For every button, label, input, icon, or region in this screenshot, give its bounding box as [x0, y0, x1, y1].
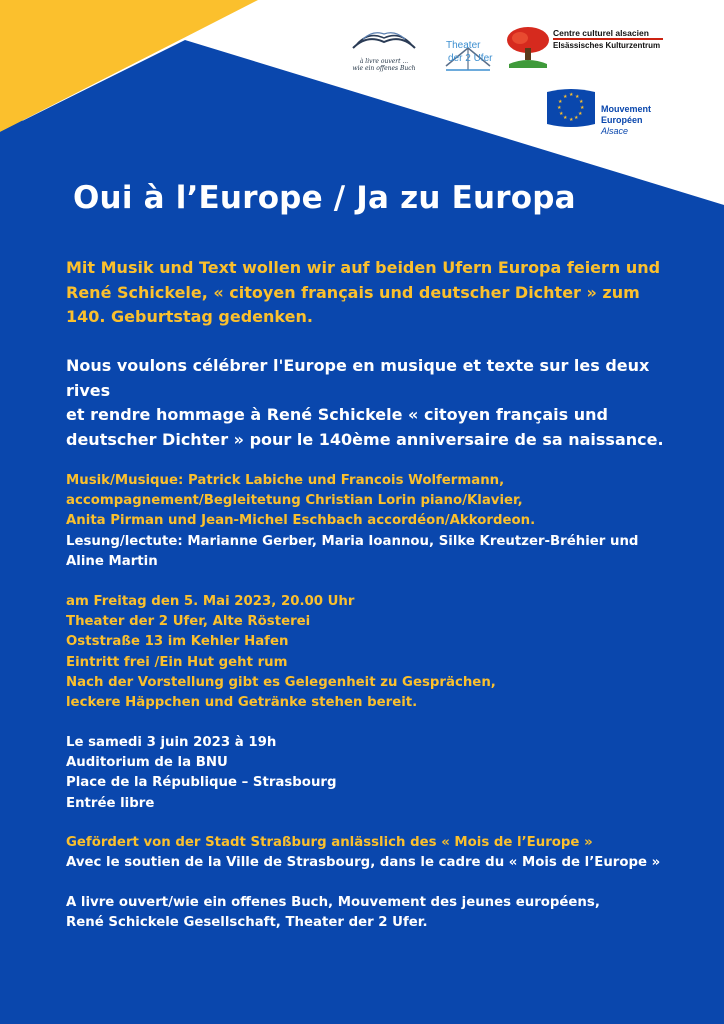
intro-fr-line: deutscher Dichter » pour le 140ème anniversaire de sa naissance. [66, 429, 664, 449]
support-german: Gefördert von der Stadt Straßburg anlässlich des « Mois de l’Europe » [66, 835, 593, 850]
logo-livre-ouvert [342, 28, 426, 76]
intro-fr-line: rives [66, 380, 111, 400]
svg-text:★: ★ [559, 111, 564, 117]
centre-culturel-line1: Centre culturel alsacien [553, 28, 649, 38]
event-kehl-line: Eintritt frei /Ein Hut geht rum [66, 654, 288, 670]
intro-de-line: René Schickele, « citoyen français und deutscher Dichter » zum [66, 282, 640, 302]
event-strasbourg [66, 733, 337, 814]
event-strasbourg-line: Le samedi 3 juin 2023 à 19h [66, 735, 277, 750]
svg-text:★: ★ [558, 99, 563, 105]
credits-reading-line: Lesung/lectute: Marianne Gerber, Maria Ioannou, Silke Kreutzer-Bréhier und [66, 533, 639, 549]
mouvement-line3: Alsace [601, 126, 629, 136]
intro-de-line: Mit Musik und Text wollen wir auf beiden Ufern Europa feiern und [66, 258, 661, 277]
partners [66, 893, 600, 933]
svg-text:★: ★ [563, 115, 568, 121]
mouvement-line1: Mouvement [601, 104, 652, 114]
svg-text:★: ★ [579, 99, 584, 105]
credits-reading-line: Aline Martin [66, 553, 158, 569]
mouvement-line2: Européen [601, 115, 643, 125]
svg-text:★: ★ [575, 94, 580, 100]
svg-text:★: ★ [569, 92, 574, 98]
event-kehl-line: leckere Häppchen und Getränke stehen bereit. [66, 695, 418, 711]
event-kehl-line: Theater der 2 Ufer, Alte Rösterei [66, 614, 311, 630]
support [66, 833, 660, 873]
partners-line: René Schickele Gesellschaft, Theater der 2 Ufer. [66, 915, 428, 931]
event-kehl-line: Nach der Vorstellung gibt es Gelegenheit zu Gesprächen, [66, 674, 496, 690]
intro-fr-line: Nous voulons célébrer l'Europe en musique et texte sur les deux [66, 356, 650, 375]
logo-centre-culturel-alsacien [505, 26, 670, 72]
event-strasbourg-line: Place de la République – Strasbourg [66, 775, 337, 791]
logo-theater-der-2-ufer [440, 26, 496, 80]
event-kehl [66, 592, 496, 713]
tree-icon [505, 26, 551, 68]
partners-line: A livre ouvert/wie ein offenes Buch, Mouvement des jeunes européens, [66, 895, 600, 910]
intro-de-line: 140. Geburtstag gedenken. [66, 307, 313, 326]
svg-text:★: ★ [563, 94, 568, 100]
intro-fr-line: et rendre hommage à René Schickele « citoyen français und [66, 405, 608, 424]
event-kehl-line: Oststraße 13 im Kehler Hafen [66, 634, 289, 650]
open-book-icon [349, 28, 419, 54]
event-strasbourg-line: Entrée libre [66, 795, 155, 811]
credits [66, 471, 638, 572]
eu-stars-icon [545, 86, 597, 130]
intro-french [66, 354, 664, 452]
svg-text:★: ★ [580, 105, 585, 111]
credits-music-line: accompagnement/Begleitetung Christian Lorin piano/Klavier, [66, 493, 523, 509]
event-kehl-line: am Freitag den 5. Mai 2023, 20.00 Uhr [66, 594, 355, 609]
theater-line2: der 2 Ufer [448, 53, 493, 64]
page-title: Oui à l’Europe / Ja zu Europa [73, 180, 576, 216]
logo-mouvement-europeen [545, 86, 665, 140]
centre-culturel-line2: Elsässisches Kulturzentrum [553, 41, 661, 50]
event-strasbourg-line: Auditorium de la BNU [66, 755, 228, 771]
centre-culturel-divider [553, 38, 663, 40]
svg-text:★: ★ [574, 115, 579, 121]
livre-ouvert-line2: wie ein offenes Buch [352, 65, 416, 72]
svg-text:★: ★ [557, 105, 562, 111]
support-french: Avec le soutien de la Ville de Strasbourg, dans le cadre du « Mois de l’Europe » [66, 855, 661, 871]
theater-line1: Theater [446, 40, 481, 51]
credits-music-line: Anita Pirman und Jean-Michel Eschbach accordéon/Akkordeon. [66, 513, 536, 529]
livre-ouvert-line1: à livre ouvert ... [359, 58, 409, 65]
intro-german [66, 256, 660, 330]
credits-music-line: Musik/Musique: Patrick Labiche und Francois Wolfermann, [66, 473, 505, 488]
svg-text:★: ★ [569, 117, 574, 123]
svg-text:★: ★ [578, 111, 583, 117]
